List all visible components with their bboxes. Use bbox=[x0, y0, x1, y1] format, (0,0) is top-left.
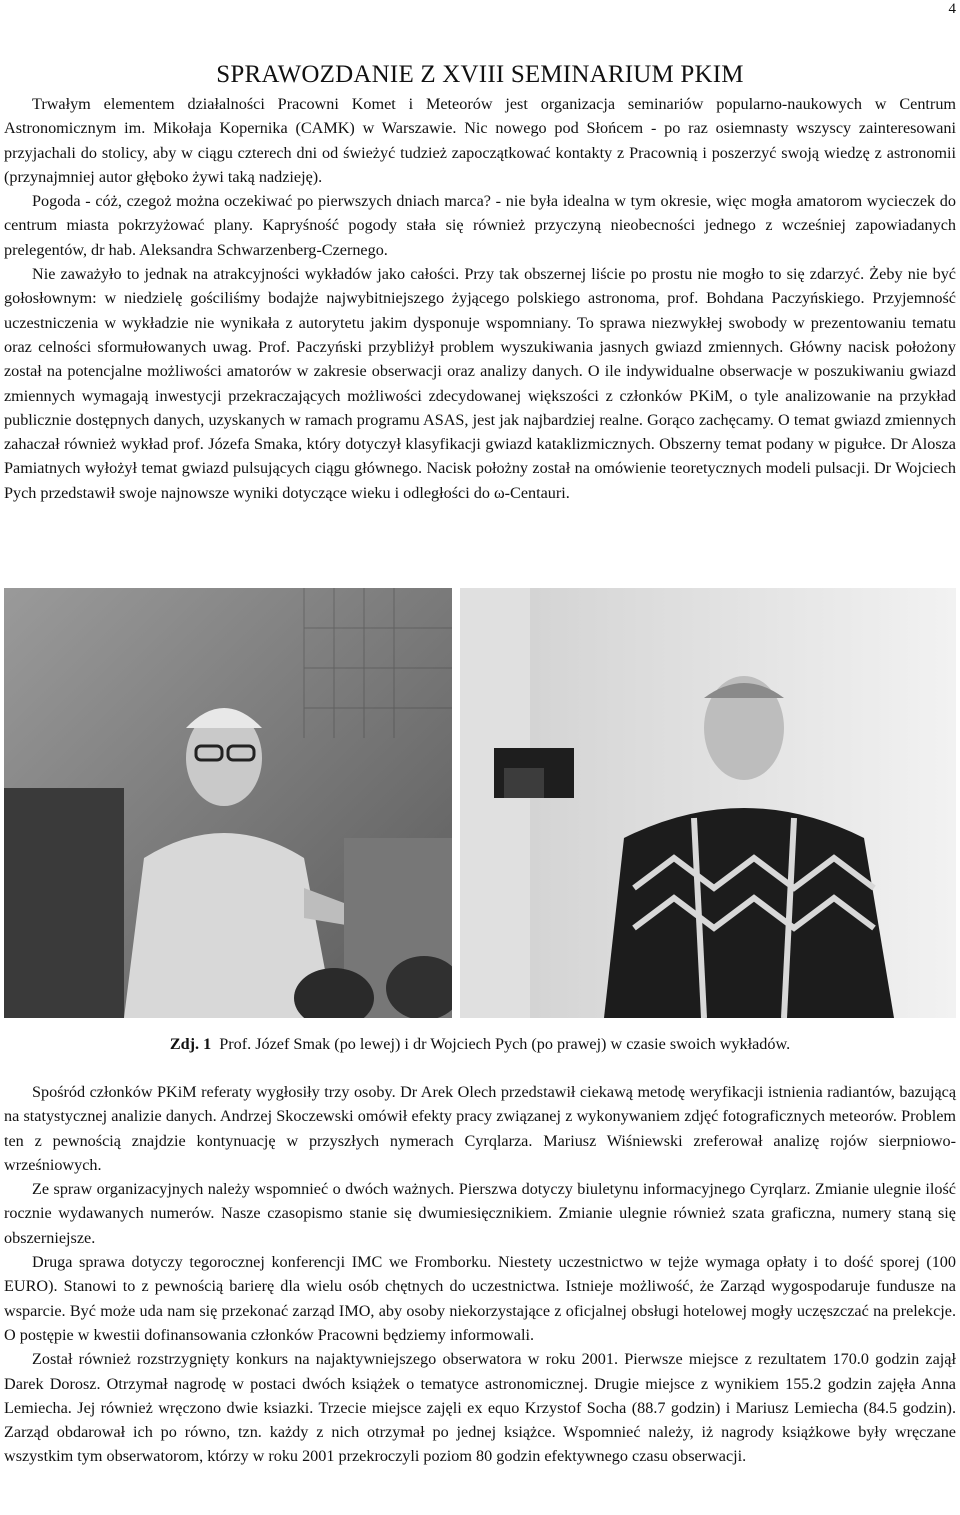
caption-text: Prof. Józef Smak (po lewej) i dr Wojciech Pych (po prawej) w czasie swoich wykładów. bbox=[219, 1035, 791, 1053]
article-body-top bbox=[4, 92, 956, 505]
paragraph: Pogoda - cóż, czegoż można oczekiwać po pierwszych dniach marca? - nie była idealna w tym okresie, więc mogła amatorom wycieczek do centrum miasta pokrzyżować plany. Kapryśność pogody stała się również przyczyną nieobecności jednego z wcześniej zapowiadanych prelegentów, dr hab. Aleksandra Schwarzenberg-Czernego. bbox=[4, 192, 956, 259]
paragraph: Został również rozstrzygnięty konkurs na najaktywniejszego obserwatora w roku 2001. Pierwsze miejsce z rezultatem 170.0 godzin zajął Darek Dorosz. Otrzymał nagrodę w postaci dwóch książek o tematyce astronomicznej. Drugie miejsce z wynikiem 155.2 godzin zajęła Anna Lemiecha. Jej również wręczono dwie ksiazki. Trzecie miejsce zajęli ex equo Krzystof Socha (88.7 godzin) i Mariusz Lemiecha (84.5 godzin). Zarząd obdarował ich po równo, tzn. każdy z nich otrzymał po jednej książce. Wspomnieć należy, iż nagrody książkowe były wręczane wszystkim tym obserwatorom, którzy w roku 2001 przekroczyli poziom 80 godzin efektywnego czasu obserwacji. bbox=[4, 1350, 956, 1466]
paragraph: Druga sprawa dotyczy tegorocznej konferencji IMC we Fromborku. Niestety uczestnictwo w tejże wymaga opłaty i to dość sporej (100 EURO). Stanowi to z pewnością barierę dla wielu osób chętnych do uczestnictwa. Istnieje możliwość, że Zarząd wygospodaruje fundusze na wsparcie. Być może uda nam się przekonać zarząd IMO, aby osoby niekorzystające z oficjalnej obsługi hotelowej mogły uczęszczać na prelekcje. O postępie w kwestii dofinansowania członków Pracowni będziemy informowali. bbox=[4, 1253, 956, 1344]
paragraph: Nie zaważyło to jednak na atrakcyjności wykładów jako całości. Przy tak obszernej liście po prostu nie mogło to się zdarzyć. Żeby nie być gołosłownym: w niedzielę gościliśmy bodajże najwybitniejszego żyjącego polskiego astronoma, prof. Bohdana Paczyńskiego. Przyjemność uczestniczenia w wykładzie nie wynikała z autorytetu jakim dysponuje wspomniany. To sprawa niezwykłej swobody w prezentowaniu tematu oraz celności sformułowanych uwag. Prof. Paczyński przybliżył problem wyszukiwania jasnych gwiazd zmiennych. Główny nacisk położony został na potencjalne możliwości amatorów w zakresie obserwacji oraz analizy danych. O ile indywidualne obserwacje w poszukiwaniu gwiazd zmiennych wymagają inwestycji przekraczających możliwości zdecydowanej większości z członków PKiM, o tyle analizowanie na przykład publicznie dostępnych danych, uzyskanych w ramach programu ASAS, jest jak najbardziej realne. Gorąco zachęcamy. O temat gwiazd zmiennych zahaczał również wykład prof. Józefa Smaka, który dotyczył klasyfikacji gwiazd kataklizmicznych. Obszerny temat podany w pigułce. Dr Alosza Pamiatnych wyłożył temat gwiazd pulsujących ciągu głównego. Nacisk położny został na omówienie teoretycznych modeli pulsacji. Dr Wojciech Pych przedstawił swoje najnowsze wyniki dotyczące wieku i odległości do ω-Centauri. bbox=[4, 265, 956, 502]
page-number: 4 bbox=[948, 1, 956, 17]
article-title: SPRAWOZDANIE Z XVIII SEMINARIUM PKIM bbox=[216, 61, 744, 88]
caption-label: Zdj. 1 bbox=[169, 1035, 212, 1053]
photo-illustration bbox=[4, 588, 956, 1018]
paragraph: Trwałym elementem działalności Pracowni Komet i Meteorów jest organizacja seminariów popularno-naukowych w Centrum Astronomicznym im. Mikołaja Kopernika (CAMK) w Warszawie. Nic nowego pod Słońcem - po raz osiemnasty wszyscy zainteresowani przyjachali do stolicy, aby w ciągu czterech dni od świeżyć tudzież zapoczątkować kontakty z Pracownią i poszerzyć swoją wiedzę z astronomii (przynajmniej autor głęboko żywi taką nadzieję). bbox=[4, 95, 956, 186]
paragraph: Ze spraw organizacyjnych należy wspomnieć o dwóch ważnych. Pierszwa dotyczy biuletynu informacyjnego Cyrqlarz. Zmianie ulegnie ilość rocznie wydawanych numerów. Nasze czasopismo stanie się dwumiesięcznikiem. Zmianie ulegnie również szata graficzna, numery staną się obszerniejsze. bbox=[4, 1180, 956, 1247]
photo-caption bbox=[0, 1033, 960, 1055]
article-body-bottom bbox=[4, 1080, 956, 1469]
paragraph: Spośród członków PKiM referaty wygłosiły trzy osoby. Dr Arek Olech przedstawił ciekawą metodę weryfikacji istnienia radiantów, bazującą na statystycznej analizie danych. Andrzej Skoczewski omówił efekty pracy związanej z wykonywaniem zdjęć fotograficznych meteorów. Problem ten z pewnością znajdzie kontynuację w przyszłych nymerach Cyrqlarza. Mariusz Wiśniewski zreferował analizę rojów sierpniowo-wrześniowych. bbox=[4, 1083, 956, 1174]
seminar-photo bbox=[4, 588, 956, 1018]
